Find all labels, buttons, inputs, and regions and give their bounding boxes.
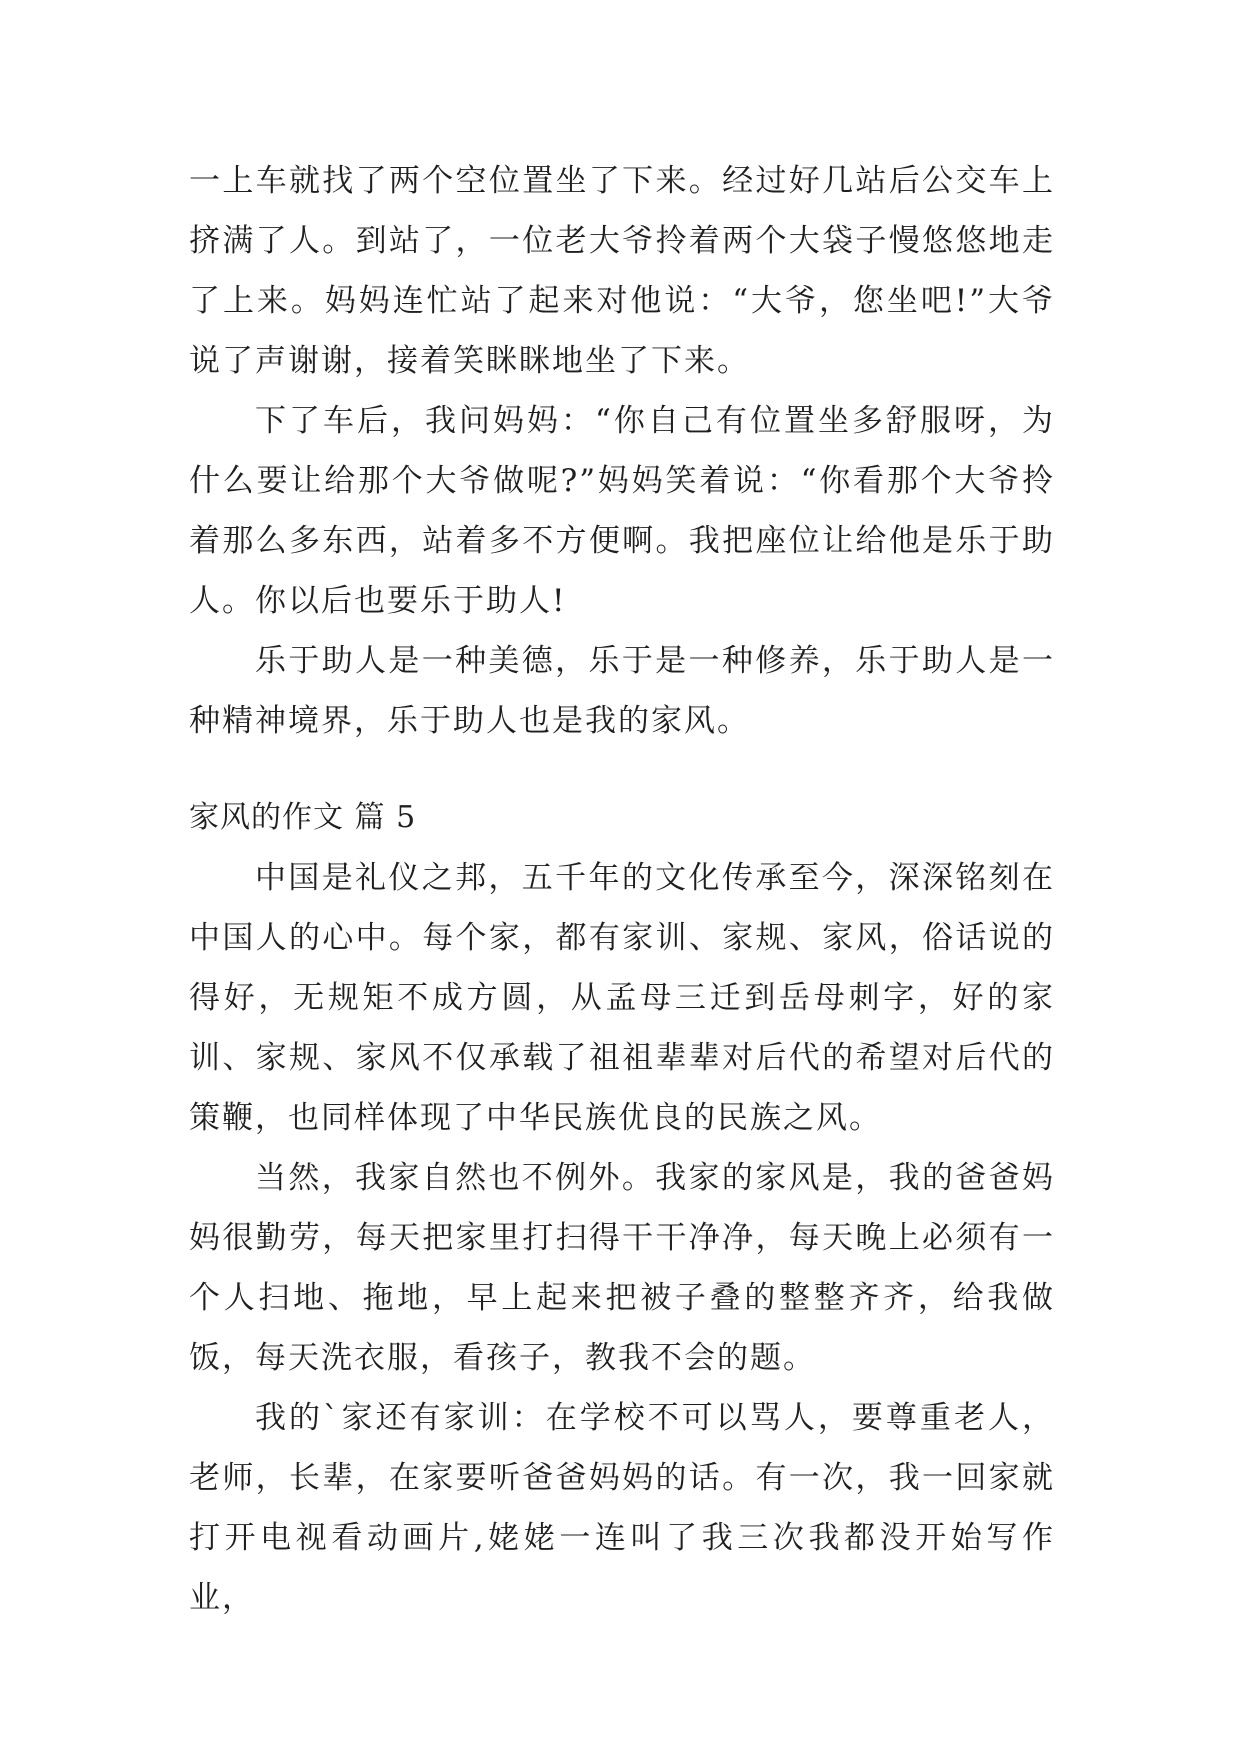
paragraph: 中国是礼仪之邦，五千年的文化传承至今，深深铭刻在中国人的心中。每个家，都有家训、家规、家风，俗话说的得好，无规矩不成方圆，从孟母三迁到岳母刺字，好的家训、家规、家风不仅承载了祖祖辈辈对后代的希望对后代的策鞭，也同样体现了中华民族优良的民族之风。 [189,860,1055,1136]
previous-section-text [189,151,1055,751]
paragraph: 我的`家还有家训：在学校不可以骂人，要尊重老人，老师，长辈，在家要听爸爸妈妈的话。有一次，我一回家就打开电视看动画片,姥姥一连叫了我三次我都没开始写作业， [189,1400,1055,1616]
paragraph: 当然，我家自然也不例外。我家的家风是，我的爸爸妈妈很勤劳，每天把家里打扫得干干净净，每天晚上必须有一个人扫地、拖地，早上起来把被子叠的整整齐齐，给我做饭，每天洗衣服，看孩子，教我不会的题。 [189,1160,1055,1376]
paragraph: 乐于助人是一种美德，乐于是一种修养，乐于助人是一种精神境界，乐于助人也是我的家风。 [189,643,1055,739]
section-5-text [189,848,1055,1628]
paragraph: 一上车就找了两个空位置坐了下来。经过好几站后公交车上挤满了人。到站了，一位老大爷拎着两个大袋子慢悠悠地走了上来。妈妈连忙站了起来对他说：“大爷，您坐吧!”大爷说了声谢谢，接着笑眯眯地坐了下来。 [189,163,1055,379]
paragraph: 下了车后，我问妈妈：“你自己有位置坐多舒服呀，为什么要让给那个大爷做呢?”妈妈笑着说：“你看那个大爷拎着那么多东西，站着多不方便啊。我把座位让给他是乐于助人。你以后也要乐于助人! [189,403,1055,619]
section-heading: 家风的作文 篇 5 [189,800,417,835]
